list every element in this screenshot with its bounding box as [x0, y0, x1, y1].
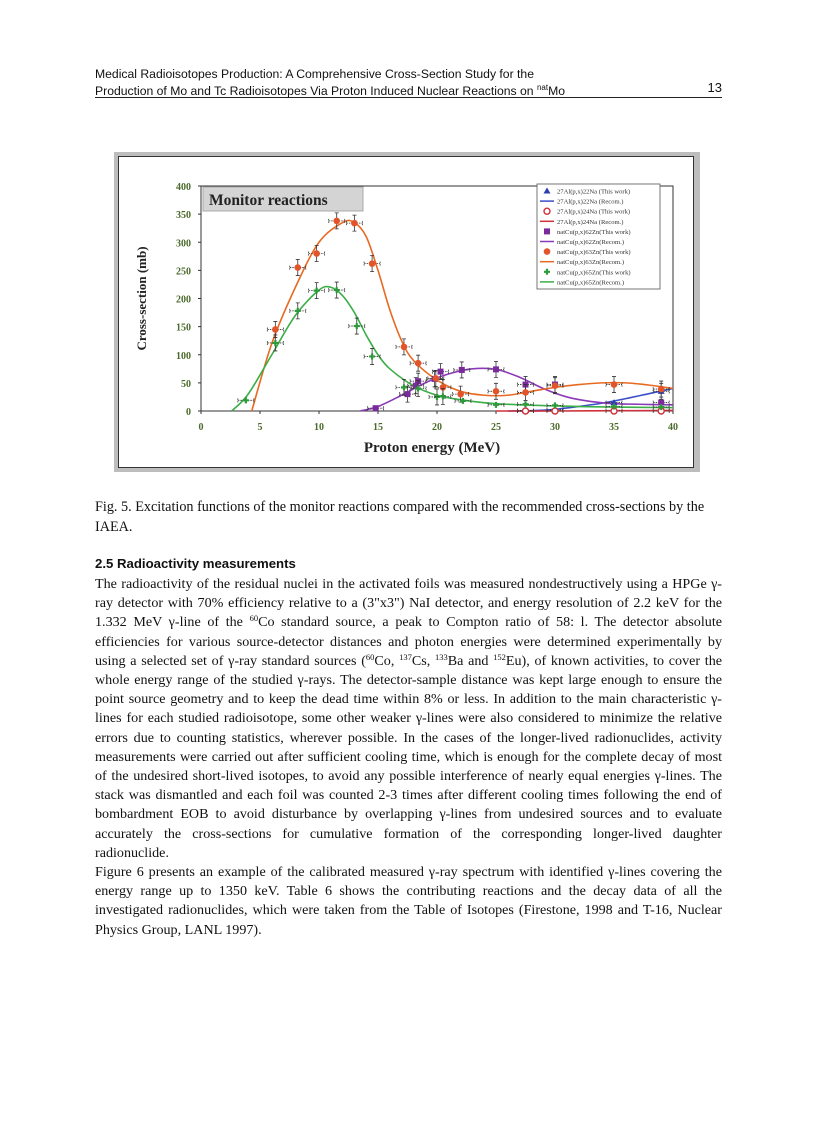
x-tick-label: 10: [314, 422, 324, 433]
legend-entry: natCu(p,x)63Zn(Recom.): [557, 259, 625, 267]
y-axis-label: Cross-section (mb): [134, 246, 149, 351]
chart-legend: [537, 184, 660, 289]
data-point: [346, 215, 362, 231]
data-point: [329, 213, 345, 229]
y-tick-label: 250: [176, 266, 191, 278]
legend-entry: 27Al(p,x)22Na (This work): [557, 188, 631, 196]
data-point: [653, 381, 669, 397]
header-line-1: Medical Radioisotopes Production: A Comprehensive Cross-Section Study for the: [95, 67, 534, 81]
legend-entry: natCu(p,x)65Zn(Recom.): [557, 279, 625, 287]
paragraph-2: Figure 6 presents an example of the calibrated measured γ-ray spectrum with identified γ-lines covering the energy range up to 1350 keV. Table 6 shows the contributing reactions and the decay data of all the investigated radionuclides, which were taken from the Table of Isotopes (Firestone, 1998 and T-16, Nuclear Physics Group, LANL 1997).: [95, 864, 722, 938]
svg-text:Monitor reactions: Monitor reactions: [209, 192, 328, 209]
y-tick-label: 350: [176, 210, 191, 222]
chart-title: [203, 187, 363, 211]
data-point: [349, 318, 365, 334]
figure-caption: Fig. 5. Excitation functions of the monitor reactions compared with the recommended cross-sections by the IAEA.: [95, 499, 705, 535]
y-tick-label: 50: [181, 378, 191, 390]
legend-entry: 27Al(p,x)24Na (This work): [557, 208, 631, 216]
paragraph-1: The radioactivity of the residual nuclei in the activated foils was measured nondestructively using a HPGe γ-ray detector with 70% efficiency relative to a (3"x3") NaI detector, and energy resolution of 2.2 keV for the 1.332 MeV γ-line of the $^{60}$Co standard source, a peak to Compton ratio of 58: l. The detector absolute efficiencies for various source-detector distances and photon energies were determined experimentally by using a selected set of γ-ray standard sources ($^{60}$Co, $^{137}$Cs, $^{133}$Ba and $^{152}$Eu), of known activities, to cover the whole energy range of the studied γ-rays. The detector-sample distance was kept large enough to ensure the point source geometry and to keep the dead time within 8% or less. In addition to the main characteristic γ-lines for each studied radioisotope, some other weaker γ-lines were also considered to minimize the relative errors due to counting statistics, wherever possible. In the cases of the longer-lived radionuclides, activity measurements were carried out after sufficient cooling time, which is enough for the complete decay of most of the undesired short-lived isotopes, to avoid any possible interference of nearly equal energies γ-lines. The stack was dismantled and each foil was counted 2-3 times after different cooling times following the end of bombardment EOB to avoid disturbance by overlapping γ-lines from undesired sources and to evaluate accurately the cross-sections for cumulative formation of the corresponding longer-lived daughter radionuclide.: [95, 576, 723, 861]
monitor-reactions-chart: [119, 157, 693, 467]
x-tick-label: 15: [373, 422, 383, 433]
legend-entry: 27Al(p,x)22Na (Recom.): [557, 198, 624, 206]
y-tick-label: 200: [176, 294, 191, 306]
data-point: [364, 348, 380, 364]
data-point: [396, 339, 412, 355]
legend-entry: natCu(p,x)63Zn(This work): [557, 249, 631, 257]
x-tick-label: 25: [491, 422, 501, 433]
x-tick-label: 40: [668, 422, 678, 433]
figure-panel: [118, 156, 694, 468]
y-tick-label: 300: [176, 238, 191, 250]
header-rule: [95, 97, 722, 98]
data-point: [410, 355, 426, 371]
data-point: [454, 362, 470, 378]
x-tick-label: 35: [609, 422, 619, 433]
data-point: [309, 246, 325, 262]
legend-entry: natCu(p,x)65Zn(This work): [557, 269, 631, 277]
page-number: 13: [707, 80, 722, 95]
legend-entry: 27Al(p,x)24Na (Recom.): [557, 218, 624, 226]
data-point: [518, 384, 534, 400]
section-heading: 2.5 Radioactivity measurements: [95, 556, 296, 571]
x-tick-label: 0: [198, 422, 204, 433]
header-line-2: Production of Mo and Tc Radioisotopes Via Proton Induced Nuclear Reactions on $^{nat}$Mo: [95, 83, 566, 98]
x-tick-label: 20: [432, 422, 442, 433]
running-header: [95, 68, 722, 98]
y-tick-label: 100: [176, 350, 191, 362]
x-tick-label: 5: [257, 422, 263, 433]
section-body: [95, 575, 722, 940]
y-tick-label: 400: [176, 182, 191, 193]
y-tick-label: 0: [186, 407, 191, 418]
data-point: [606, 377, 622, 393]
y-tick-label: 150: [176, 322, 191, 334]
data-point: [488, 383, 504, 399]
x-axis-label: Proton energy (MeV): [363, 440, 501, 456]
data-point: [290, 260, 306, 276]
legend-entry: natCu(p,x)62Zn(Recom.): [557, 239, 625, 246]
x-tick-label: 30: [550, 422, 560, 433]
legend-entry: natCu(p,x)62Zn(This work): [557, 228, 631, 236]
figure-5: [114, 152, 700, 472]
